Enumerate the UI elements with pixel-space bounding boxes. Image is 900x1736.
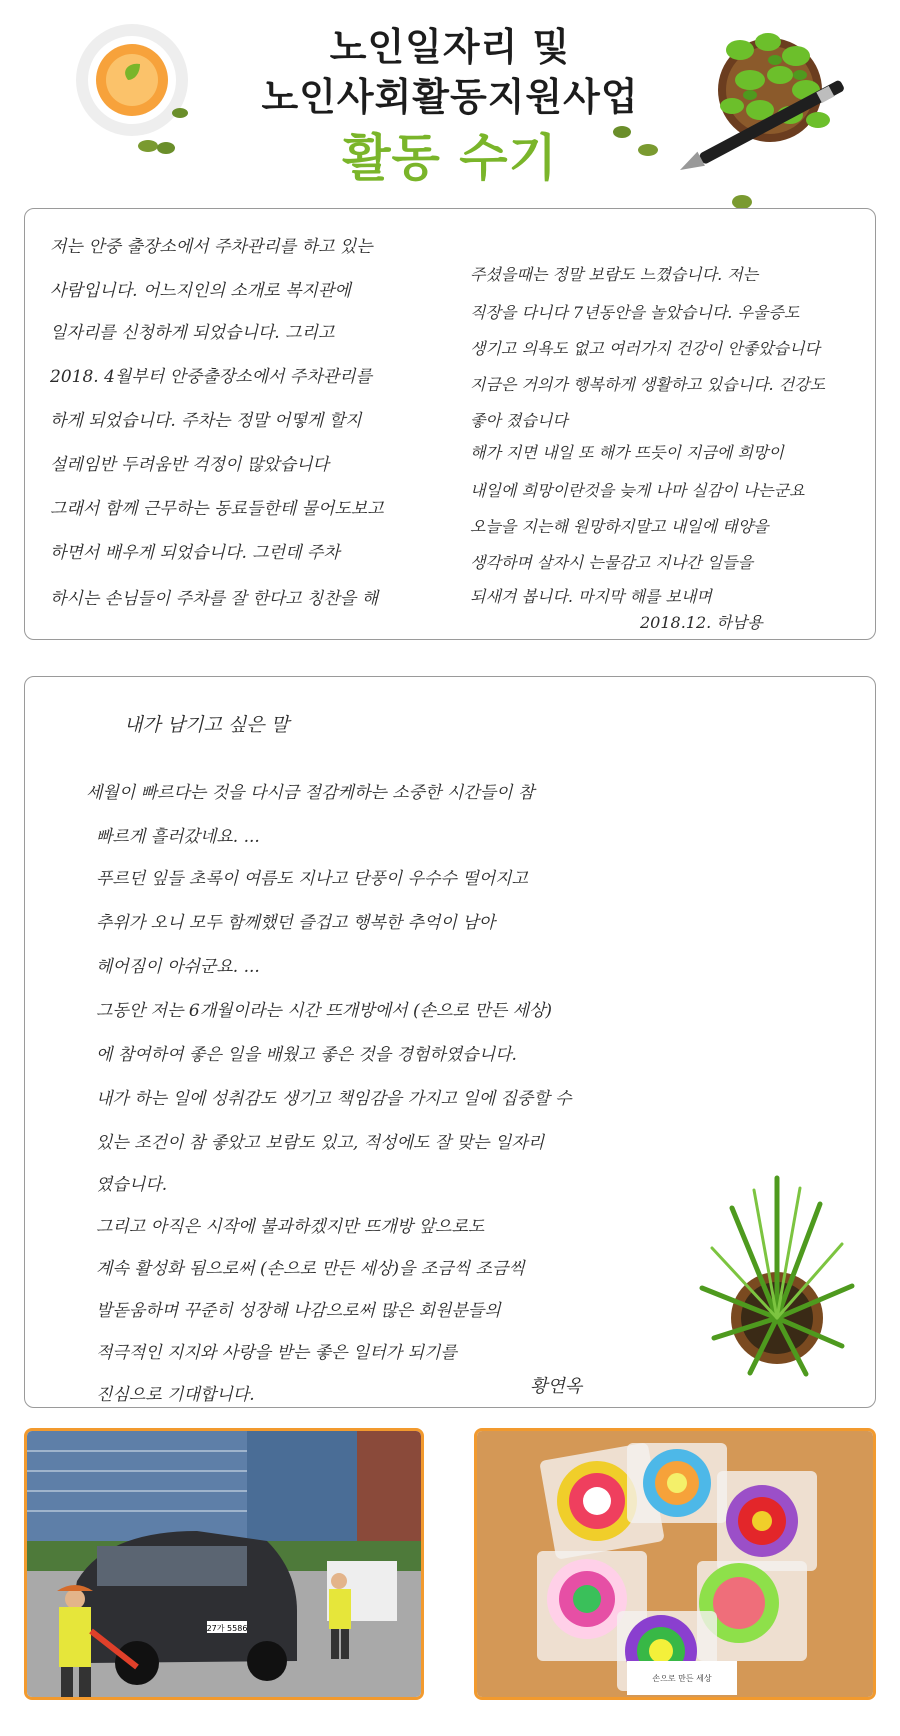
essay-2-line: 그동안 저는 6개월이라는 시간 뜨개방에서 (손으로 만든 세상) (96, 1001, 553, 1021)
essay-1-line: 지금은 거의가 행복하게 생활하고 있습니다. 건강도 (470, 375, 826, 394)
essay-2-line: 있는 조건이 참 좋았고 보람도 있고, 적성에도 잘 맞는 일자리 (96, 1133, 545, 1153)
essay-2-line: 에 참여하여 좋은 일을 배웠고 좋은 것을 경험하였습니다. (96, 1045, 517, 1065)
essay-1-line: 직장을 다니다 7년동안을 놀았습니다. 우울증도 (470, 303, 800, 322)
essay-1-line: 하면서 배우게 되었습니다. 그런데 주차 (50, 543, 340, 563)
essay-2-line: 세월이 빠르다는 것을 다시금 절감케하는 소중한 시간들이 참 (86, 783, 535, 803)
license-plate-text: 27가 5586 (206, 1624, 248, 1633)
essay-1-line: 내일에 희망이란것을 늦게 나마 실감이 나는군요 (470, 481, 805, 500)
essay-1-line: 저는 안중 출장소에서 주차관리를 하고 있는 (50, 237, 373, 257)
essay-1-date-signature: 2018.12. 하남용 (640, 613, 763, 632)
essay-2-title: 내가 남기고 싶은 말 (124, 714, 289, 736)
essay-2-line: 추위가 오니 모두 함께했던 즐겁고 행복한 추억이 남아 (96, 913, 496, 933)
essay-2-line: 내가 하는 일에 성취감도 생기고 책임감을 가지고 일에 집중할 수 (96, 1089, 572, 1109)
essay-2-line: 계속 활성화 됨으로써 (손으로 만든 세상)을 조금씩 조금씩 (96, 1259, 525, 1279)
essay-2-line: 그리고 아직은 시작에 불과하겠지만 뜨개방 앞으로도 (96, 1217, 485, 1237)
plant-pen-illustration (600, 20, 890, 230)
essay-1-line: 좋아 졌습니다 (470, 411, 568, 430)
essay-1-line: 설레임반 두려움반 걱정이 많았습니다 (50, 455, 329, 475)
title-line-3: 활동 수기 (342, 129, 558, 187)
crochet-photo (474, 1428, 876, 1700)
essay-1-line: 생기고 의욕도 없고 여러가지 건강이 안좋았습니다 (470, 339, 821, 358)
essay-1-line: 일자리를 신청하게 되었습니다. 그리고 (50, 323, 335, 343)
essay-1-line: 해가 지면 내일 또 해가 뜨듯이 지금에 희망이 (470, 443, 784, 462)
essay-2-line: 였습니다. (96, 1175, 168, 1195)
parking-scene-image (27, 1431, 424, 1700)
header (0, 0, 900, 200)
essay-1-line: 되새겨 봅니다. 마지막 해를 보내며 (470, 587, 712, 606)
essay-2-line: 진심으로 기대합니다. (96, 1385, 255, 1405)
essay-1-line: 오늘을 지는해 원망하지말고 내일에 태양을 (470, 517, 769, 536)
essay-2-line: 푸르던 잎들 초록이 여름도 지나고 단풍이 우수수 떨어지고 (96, 869, 528, 889)
essay-2-line: 발돋움하며 꾸준히 성장해 나감으로써 많은 회원분들의 (96, 1301, 501, 1321)
product-label-text: 손으로 만든 세상 (652, 1674, 712, 1683)
essay-1-line: 그래서 함께 근무하는 동료들한테 물어도보고 (50, 499, 384, 519)
essay-2-line: 헤어짐이 아쉬군요. ... (96, 957, 260, 977)
parking-photo (24, 1428, 424, 1700)
essay-2-signature: 황연옥 (530, 1376, 583, 1397)
essay-1-line: 생각하며 살자시 는물감고 지나간 일들을 (470, 553, 754, 572)
title-line-2: 노인사회활동지원사업 (261, 75, 639, 119)
essay-1-line: 하게 되었습니다. 주차는 정말 어떻게 할지 (50, 411, 362, 431)
essay-2-line: 적극적인 지지와 사랑을 받는 좋은 일터가 되기를 (96, 1343, 457, 1363)
essay-1-line: 사람입니다. 어느지인의 소개로 복지관에 (50, 281, 351, 301)
title-line-1: 노인일자리 및 (329, 25, 571, 69)
potted-plant-illustration (692, 1168, 862, 1378)
essay-1-line: 주셨을때는 정말 보람도 느꼈습니다. 저는 (470, 265, 759, 284)
essay-1-line: 하시는 손님들이 주차를 잘 한다고 칭찬을 해 (50, 589, 379, 609)
crochet-items-image (477, 1431, 876, 1700)
essay-1-line: 2018. 4월부터 안중출장소에서 주차관리를 (50, 367, 373, 387)
essay-2-line: 빠르게 흘러갔네요. ... (96, 827, 260, 847)
